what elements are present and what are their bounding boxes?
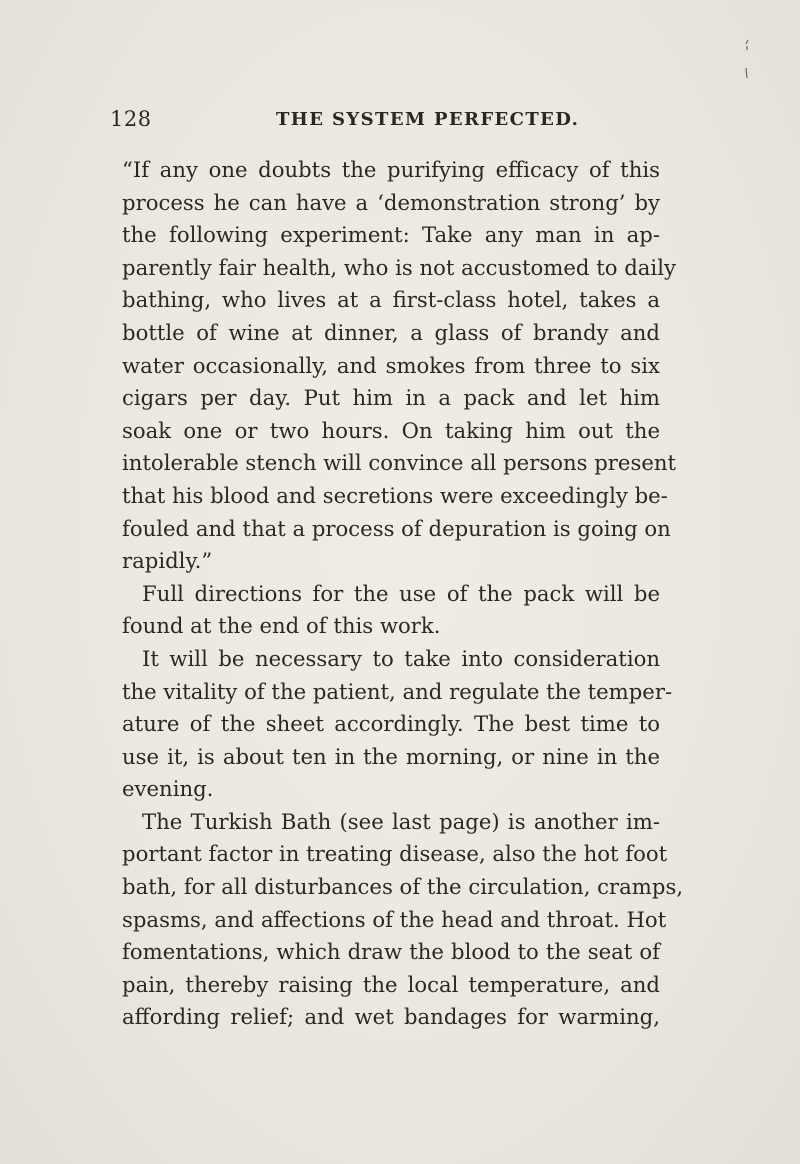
text-line: found at the end of this work.: [122, 613, 441, 639]
text-line: bath, for all disturbances of the circulation, cramps,: [122, 874, 684, 900]
text-line: affording relief; and wet bandages for warming,: [122, 1004, 660, 1030]
text-line: soak one or two hours. On taking him out the: [122, 417, 660, 443]
page-header: [110, 107, 670, 137]
text-line: use it, is about ten in the morning, or nine in the: [122, 743, 660, 769]
text-line: pain, thereby raising the local temperature, and: [122, 971, 660, 997]
text-line: spasms, and affections of the head and throat. Hot: [122, 906, 667, 932]
text-line: that his blood and secretions were exceedingly be-: [122, 482, 668, 508]
text-line: intolerable stench will convince all persons present: [122, 450, 677, 476]
running-title: THE SYSTEM PERFECTED.: [276, 109, 580, 130]
margin-pencil-mark: [744, 38, 750, 88]
text-line: Full directions for the use of the pack will be: [142, 580, 660, 606]
text-line: cigars per day. Put him in a pack and let him: [122, 385, 660, 411]
text-line: bathing, who lives at a first-class hotel, takes a: [122, 287, 660, 313]
text-line: the following experiment: Take any man in ap-: [122, 222, 660, 248]
text-line: water occasionally, and smokes from three to six: [122, 352, 660, 378]
text-line: It will be necessary to take into consideration: [142, 645, 660, 671]
text-line: portant factor in treating disease, also the hot foot: [122, 841, 668, 867]
text-line: bottle of wine at dinner, a glass of brandy and: [122, 319, 660, 345]
text-line: evening.: [122, 776, 214, 802]
text-line: rapidly.”: [122, 548, 213, 574]
text-line: “If any one doubts the purifying efficacy of this: [122, 157, 660, 182]
text-line: parently fair health, who is not accustomed to daily: [122, 254, 676, 280]
body-text: [122, 154, 684, 1034]
text-line: ature of the sheet accordingly. The best time to: [122, 711, 660, 737]
text-line: fomentations, which draw the blood to the seat of: [122, 939, 660, 965]
text-line: The Turkish Bath (see last page) is another im-: [142, 808, 660, 834]
text-line: process he can have a ‘demonstration strong’ by: [122, 189, 660, 215]
page-number: 128: [110, 107, 152, 131]
text-line: fouled and that a process of depuration is going on: [122, 515, 671, 541]
text-line: the vitality of the patient, and regulate the temper-: [122, 678, 673, 704]
